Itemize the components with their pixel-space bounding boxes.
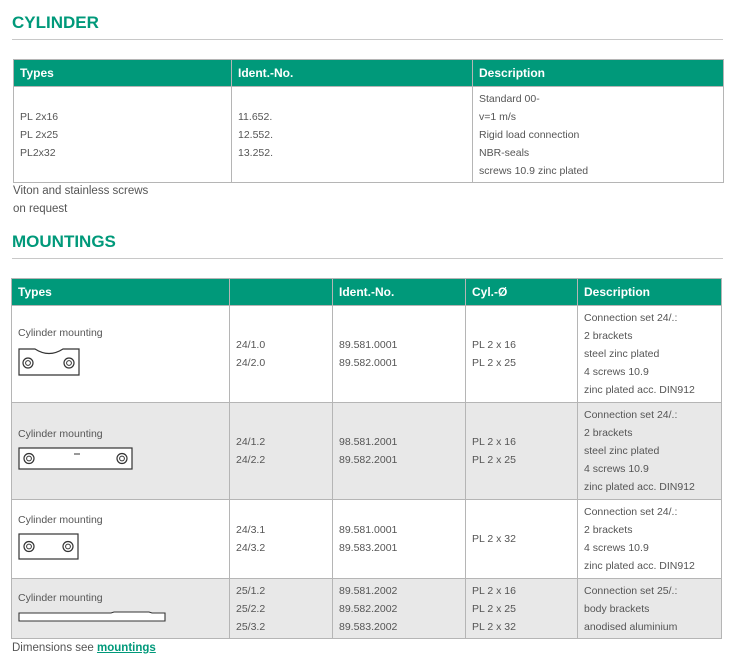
cylinder-header-description: Description: [473, 60, 724, 87]
mounting-description-cell: [578, 403, 722, 500]
mounting-code: 24/2.0: [236, 357, 266, 369]
mounting-cyl: PL 2 x 16: [472, 436, 516, 448]
request-note-line: Viton and stainless screws: [13, 185, 149, 197]
mounting-ident-cell: [333, 579, 466, 639]
cylinder-description-line: NBR-seals: [479, 146, 530, 159]
mounting-row: [12, 306, 722, 403]
mounting-label: Cylinder mounting: [18, 514, 103, 526]
mountings-header-types: Types: [12, 279, 230, 306]
mounting-ident: 89.581.2002: [339, 584, 398, 597]
mounting-code: 24/1.2: [236, 436, 266, 448]
mounting-ident: 89.582.2001: [339, 454, 398, 466]
mounting-type-cell: [12, 403, 230, 500]
mounting-cyl: PL 2 x 25: [472, 357, 516, 369]
mountings-heading-rule: [12, 258, 723, 259]
mounting-description-line: zinc plated acc. DIN912: [584, 481, 695, 493]
mountings-header-description: Description: [578, 279, 722, 306]
cylinder-ident: 13.252.: [238, 146, 274, 159]
cylinder-ident-cell: [232, 87, 473, 183]
cylinder-type: PL2x32: [20, 146, 56, 159]
cylinder-header-ident: Ident.-No.: [232, 60, 473, 87]
mounting-cyl: PL 2 x 16: [472, 584, 516, 597]
mounting-description-line: 4 screws 10.9: [584, 366, 649, 378]
cylinder-row: [14, 87, 724, 183]
mounting-code: 24/3.1: [236, 524, 266, 536]
cylinder-description-line: v=1 m/s: [479, 110, 517, 123]
mounting-label: Cylinder mounting: [18, 327, 103, 339]
mounting-code-cell: [230, 403, 333, 500]
mounting-cyl: PL 2 x 25: [472, 602, 516, 615]
mounting-code: 24/3.2: [236, 542, 266, 554]
mountings-heading: MOUNTINGS: [12, 232, 116, 251]
mounting-ident: 89.583.2002: [339, 620, 398, 633]
mounting-description-line: Connection set 24/.:: [584, 409, 678, 421]
mounting-description-line: steel zinc plated: [584, 445, 660, 457]
cylinder-description-line: Rigid load connection: [479, 128, 580, 141]
mounting-code: 25/1.2: [236, 584, 266, 597]
mounting-ident: 89.581.0001: [339, 339, 398, 351]
mounting-code: 24/1.0: [236, 339, 266, 351]
mounting-description-cell: [578, 579, 722, 639]
mounting-ident-cell: [333, 403, 466, 500]
mounting-ident: 89.581.0001: [339, 524, 398, 536]
cylinder-type: PL 2x16: [20, 110, 59, 123]
mounting-cyl-cell: [466, 579, 578, 639]
mounting-description-cell: [578, 500, 722, 579]
mounting-type-cell: [12, 579, 230, 639]
request-note: [13, 182, 148, 218]
cylinder-ident: 11.652.: [238, 110, 273, 123]
mounting-row: [12, 500, 722, 579]
mounting-description-line: zinc plated acc. DIN912: [584, 384, 695, 396]
mounting-description-cell: [578, 306, 722, 403]
cylinder-ident: 12.552.: [238, 128, 274, 141]
mounting-description-line: Connection set 24/.:: [584, 506, 678, 518]
mounting-code-cell: [230, 306, 333, 403]
mountings-header-ident: Ident.-No.: [333, 279, 466, 306]
long-two-hole-bracket-icon: [18, 447, 134, 471]
mounting-ident-cell: [333, 500, 466, 579]
dimensions-footer: [12, 639, 156, 657]
mounting-code-cell: [230, 579, 333, 639]
request-note-line: on request: [13, 203, 68, 215]
mounting-row: [12, 579, 722, 639]
cylinder-description-line: Standard 00-: [479, 92, 540, 105]
mounting-cyl: PL 2 x 25: [472, 454, 516, 466]
mounting-description-line: 4 screws 10.9: [584, 463, 649, 475]
mountings-header-code: [230, 279, 333, 306]
mounting-ident: 89.582.2002: [339, 602, 398, 615]
cylinder-description-cell: [473, 87, 724, 183]
mounting-code-cell: [230, 500, 333, 579]
mounting-cyl: PL 2 x 16: [472, 339, 516, 351]
short-two-hole-bracket-icon: [18, 533, 80, 561]
mounting-cyl-cell: [466, 306, 578, 403]
mounting-code: 24/2.2: [236, 454, 266, 466]
mounting-ident: 89.582.0001: [339, 357, 398, 369]
mounting-description-line: 2 brackets: [584, 330, 633, 342]
mounting-code: 25/2.2: [236, 602, 266, 615]
mounting-description-line: body brackets: [584, 602, 650, 615]
mounting-label: Cylinder mounting: [18, 591, 103, 604]
cylinder-type: PL 2x25: [20, 128, 59, 141]
mounting-description-line: 2 brackets: [584, 427, 633, 439]
dimensions-text: Dimensions see: [12, 642, 94, 654]
mounting-description-line: steel zinc plated: [584, 348, 660, 360]
cylinder-header-types: Types: [14, 60, 232, 87]
mountings-table: [11, 278, 722, 639]
mounting-type-cell: [12, 306, 230, 403]
mounting-ident: 98.581.2001: [339, 436, 398, 448]
cylinder-heading: CYLINDER: [12, 13, 99, 32]
mounting-cyl-cell: [466, 500, 578, 579]
cylinder-heading-rule: [12, 39, 723, 40]
mounting-type-cell: [12, 500, 230, 579]
cylinder-types-cell: [14, 87, 232, 183]
mounting-description-line: Connection set 25/.:: [584, 584, 678, 597]
mounting-label: Cylinder mounting: [18, 428, 103, 440]
mounting-description-line: zinc plated acc. DIN912: [584, 560, 695, 572]
mounting-description-line: anodised aluminium: [584, 620, 678, 633]
mounting-description-line: Connection set 24/.:: [584, 312, 678, 324]
mounting-cyl: PL 2 x 32: [472, 533, 516, 545]
cylinder-table: [13, 59, 724, 183]
mountings-header-cyl: Cyl.-Ø: [466, 279, 578, 306]
mounting-cyl: PL 2 x 32: [472, 620, 516, 633]
mounting-ident: 89.583.2001: [339, 542, 398, 554]
flat-bar-profile-icon: [18, 611, 168, 623]
mounting-cyl-cell: [466, 403, 578, 500]
mountings-link[interactable]: mountings: [97, 642, 156, 654]
mounting-row: [12, 403, 722, 500]
mounting-description-line: 2 brackets: [584, 524, 633, 536]
mounting-description-line: 4 screws 10.9: [584, 542, 649, 554]
mounting-code: 25/3.2: [236, 620, 266, 633]
two-hole-bracket-with-notch-icon: [18, 346, 82, 378]
cylinder-description-line: screws 10.9 zinc plated: [479, 164, 589, 177]
mounting-ident-cell: [333, 306, 466, 403]
